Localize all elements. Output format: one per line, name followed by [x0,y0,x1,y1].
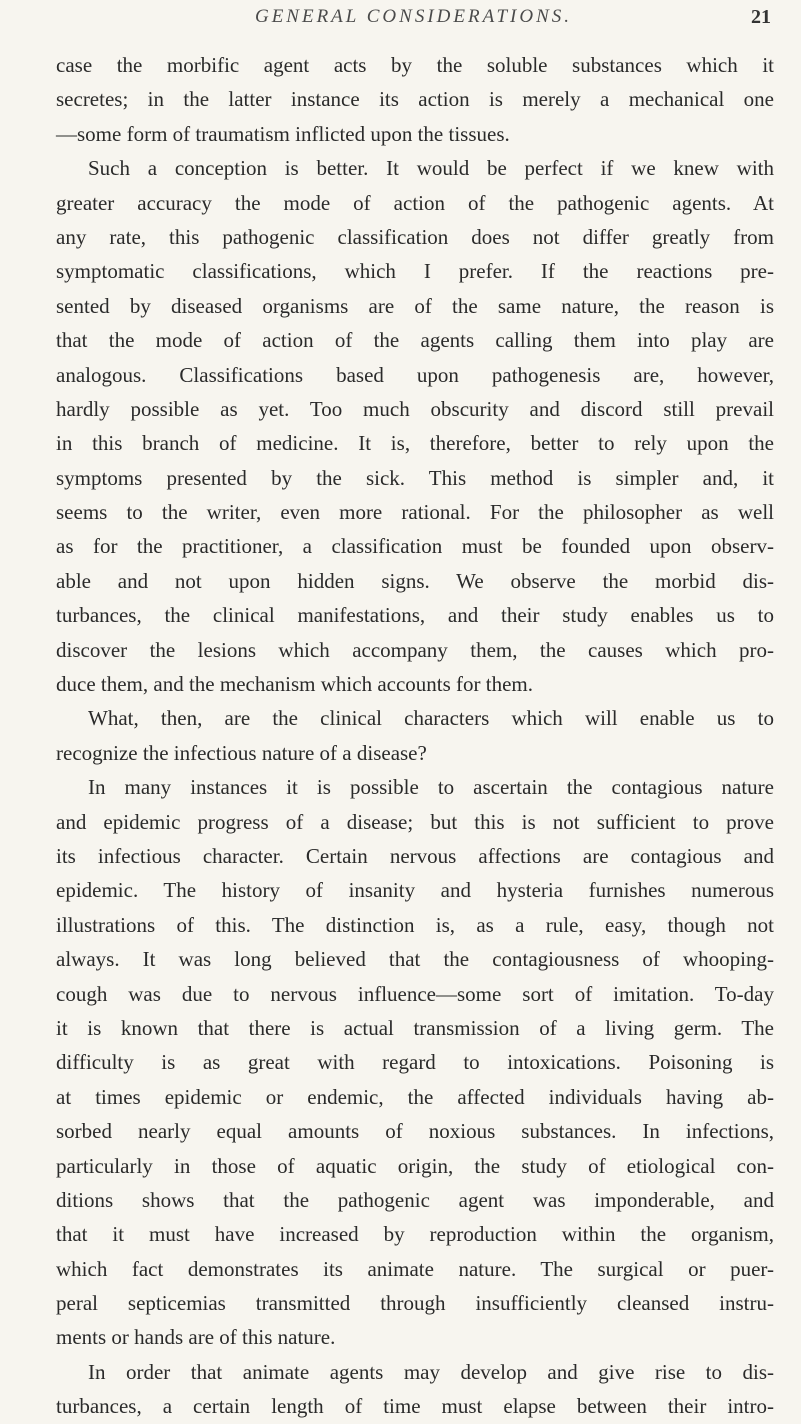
text-line: illustrations of this. The distinction is, as a rule, easy, though not [56,912,774,937]
text-line: seems to the writer, even more rational. For the philosopher as well [56,500,774,525]
text-line: particularly in those of aquatic origin, the study of etiological con- [56,1153,774,1178]
text-line: hardly possible as yet. Too much obscurity and discord still prevail [56,396,774,421]
text-line: —some form of traumatism inflicted upon the tissues. [56,121,510,146]
text-line: Such a conception is better. It would be perfect if we knew with [88,156,774,181]
text-line: case the morbific agent acts by the soluble substances which it [56,53,774,77]
text-line: that it must have increased by reproduction within the organism, [56,1222,774,1247]
text-line: cough was due to nervous influence—some sort of imitation. To-day [56,981,774,1006]
running-title: GENERAL CONSIDERATIONS. [254,6,573,27]
page-number: 21 [751,6,771,28]
text-line: which fact demonstrates its animate nature. The surgical or puer- [56,1256,774,1281]
text-line: always. It was long believed that the contagiousness of whooping- [56,947,774,972]
text-line: secretes; in the latter instance its action is merely a mechanical one [56,87,774,112]
text-line: in this branch of medicine. It is, therefore, better to rely upon the [56,431,774,456]
text-line: peral septicemias transmitted through insufficiently cleansed instru- [56,1291,774,1316]
text-line: its infectious character. Certain nervous affections are contagious and [56,843,774,868]
text-line: turbances, a certain length of time must elapse between their intro- [56,1394,774,1419]
text-line: as for the practitioner, a classification must be founded upon observ- [56,534,774,559]
text-line: symptomatic classifications, which I prefer. If the reactions pre- [56,259,774,284]
text-line: duce them, and the mechanism which accounts for them. [56,672,534,697]
running-head [56,6,771,36]
text-line: any rate, this pathogenic classification does not differ greatly from [56,224,774,249]
text-line: In order that animate agents may develop and give rise to dis- [88,1359,774,1384]
text-line: What, then, are the clinical characters which will enable us to [88,706,774,731]
text-line: sented by diseased organisms are of the same nature, the reason is [56,293,774,318]
text-line: discover the lesions which accompany them, the causes which pro- [56,637,774,662]
text-line: analogous. Classifications based upon pathogenesis are, however, [56,362,774,387]
text-line: that the mode of action of the agents calling them into play are [56,328,774,353]
text-line: at times epidemic or endemic, the affected individuals having ab- [56,1084,774,1109]
text-line: turbances, the clinical manifestations, and their study enables us to [56,603,774,628]
text-line: able and not upon hidden signs. We observe the morbid dis- [56,568,774,593]
text-line: it is known that there is actual transmission of a living germ. The [56,1015,774,1040]
text-line: epidemic. The history of insanity and hysteria furnishes numerous [56,878,774,903]
text-line: difficulty is as great with regard to intoxications. Poisoning is [56,1050,774,1075]
text-line: greater accuracy the mode of action of the pathogenic agents. At [56,190,774,215]
body-text [56,48,774,1424]
text-line: sorbed nearly equal amounts of noxious substances. In infections, [56,1119,774,1144]
text-line: ditions shows that the pathogenic agent was imponderable, and [56,1187,774,1212]
text-line: and epidemic progress of a disease; but this is not sufficient to prove [56,809,774,834]
text-line: symptoms presented by the sick. This method is simpler and, it [56,465,774,490]
text-line: recognize the infectious nature of a disease? [56,740,427,765]
text-line: ments or hands are of this nature. [56,1325,336,1350]
text-line: In many instances it is possible to ascertain the contagious nature [88,775,774,800]
